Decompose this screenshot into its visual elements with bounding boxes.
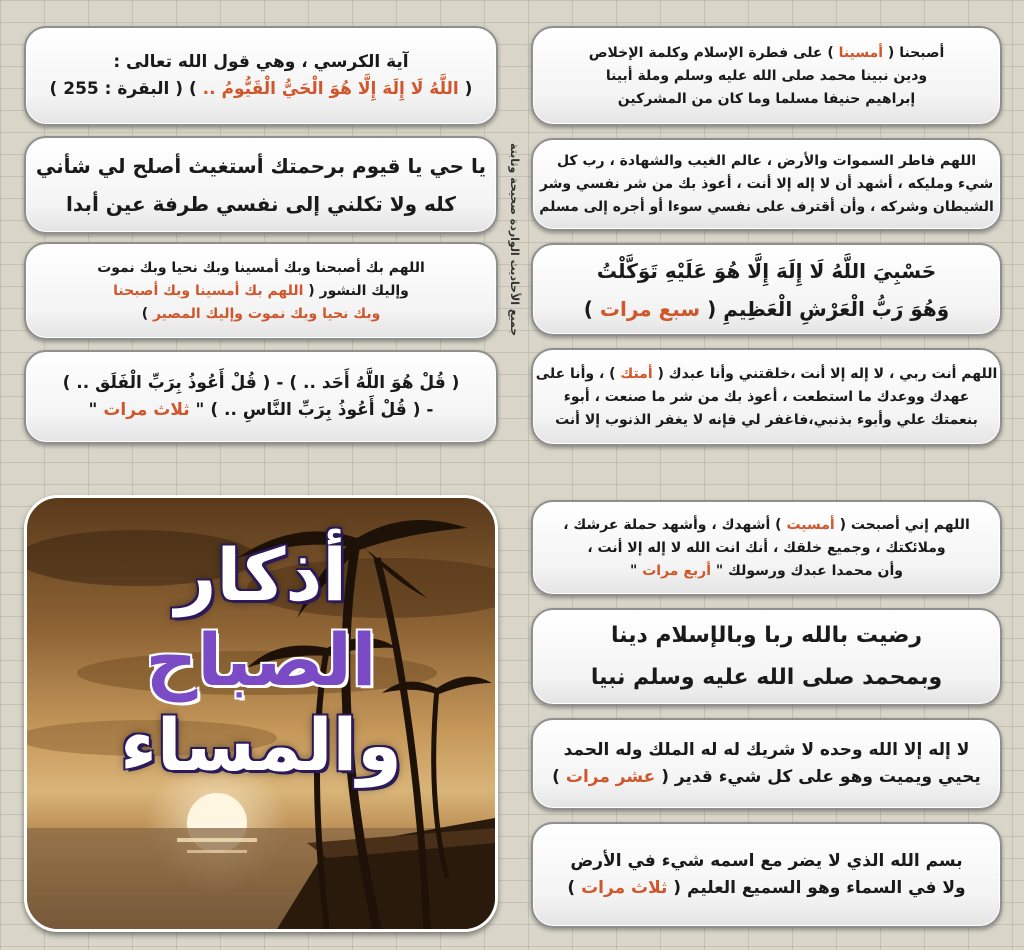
dhikr-line	[533, 290, 1000, 328]
dhikr-text: اللهم فاطر السموات والأرض ، عالم الغيب والشهادة ، رب كل	[556, 153, 977, 169]
dhikr-line	[26, 147, 496, 185]
dhikr-line	[533, 560, 1000, 583]
highlighted-text: أربع مرات	[642, 562, 711, 579]
dhikr-line	[533, 150, 1000, 173]
dhikr-card-hasbiyallah	[531, 243, 1002, 336]
dhikr-line	[533, 615, 1000, 657]
highlighted-text: أمتك	[620, 365, 653, 382]
dhikr-line	[533, 42, 1000, 65]
dhikr-text: ) على فطرة الإسلام وكلمة الإخلاص	[588, 44, 839, 61]
dhikr-card-fitrah	[531, 26, 1002, 126]
dhikr-line	[26, 185, 496, 223]
dhikr-text: وبمحمد صلى الله عليه وسلم نبيا	[590, 665, 943, 690]
dhikr-text: اللهم إني أصبحت (	[834, 516, 970, 533]
dhikr-text: ) ( البقرة : 255 )	[49, 79, 203, 99]
dhikr-text: عهدك ووعدك ما استطعت ، أعوذ بك من شر ما صنعت ، أبوء	[563, 388, 970, 405]
dhikr-text: أصبحنا (	[883, 44, 945, 61]
dhikr-text: )	[141, 305, 153, 322]
dhikr-line	[533, 409, 1000, 432]
dhikr-text: وإليك النشور (	[303, 282, 409, 299]
highlighted-text: اللَّهُ لَا إِلَهَ إِلَّا هُوَ الْحَيُّ الْقَيُّومُ ..	[202, 79, 459, 99]
dhikr-text: كله ولا تكلني إلى نفسي طرفة عين أبدا	[66, 192, 456, 216]
dhikr-line	[533, 363, 1000, 386]
dhikr-text: ( قُلْ هُوَ اللَّهُ أَحَد .. ) - ( قُلْ أَعُوذُ بِرَبِّ الْفَلَق .. )	[62, 373, 460, 393]
highlighted-text: اللهم بك أمسينا وبك أصبحنا	[113, 282, 304, 299]
dhikr-text: اللهم أنت ربي ، لا إله إلا أنت ،خلقتني وأنا عبدك (	[652, 365, 998, 382]
dhikr-text: وملائكتك ، وجميع خلقك ، أنك انت الله لا إله إلا أنت ،	[587, 539, 946, 556]
highlighted-text: أمسيت	[786, 516, 835, 533]
dhikr-text: الشيطان وشركه ، وأن أقترف على نفسي سوءا أو أجره إلى مسلم	[539, 199, 994, 215]
dhikr-text: بنعمتك علي وأبوء بذنبي،فاغفر لي فإنه لا يغفر الذنوب إلا أنت	[555, 411, 978, 428]
dhikr-line	[533, 65, 1000, 88]
authenticity-note: جميع الأحاديث الواردة صحيحة وثابتة	[508, 143, 521, 337]
dhikr-text: رضيت بالله ربا وبالإسلام دينا	[610, 623, 923, 648]
dhikr-text: بسم الله الذي لا يضر مع اسمه شيء في الأرض	[570, 851, 963, 871]
dhikr-text: )	[567, 878, 582, 898]
dhikr-line	[533, 252, 1000, 290]
highlighted-text: عشر مرات	[565, 767, 656, 787]
highlighted-text: ثلاث مرات	[103, 400, 190, 420]
dhikr-line	[26, 303, 496, 326]
dhikr-card-sayyid-istighfar	[531, 348, 1002, 446]
poster-title-evening: والمساء	[120, 703, 402, 787]
dhikr-text: إبراهيم حنيفا مسلما وما كان من المشركين	[617, 90, 916, 107]
dhikr-text: ودين نبينا محمد صلى الله عليه وسلم وملة أبينا	[605, 67, 928, 84]
dhikr-line	[533, 657, 1000, 699]
dhikr-card-ushhiduka	[531, 500, 1002, 596]
highlighted-text: وبك نحيا وبك نموت وإليك المصير	[152, 305, 381, 322]
dhikr-text: )	[583, 296, 600, 321]
dhikr-text: وأن محمدا عبدك ورسولك "	[711, 562, 903, 579]
dhikr-line	[533, 386, 1000, 409]
dhikr-line	[533, 88, 1000, 111]
dhikr-text: "	[630, 562, 643, 579]
dhikr-text: شيء ومليكه ، أشهد أن لا إله إلا أنت ، أعوذ بك من شر نفسي وشر	[539, 176, 994, 192]
dhikr-line	[533, 875, 1000, 902]
poster-title-morning: الصباح	[145, 618, 377, 702]
dhikr-card-ya-hayy	[24, 136, 498, 234]
dhikr-card-tahlil	[531, 718, 1002, 810]
dhikr-text: (	[458, 79, 473, 99]
dhikr-text: - ( قُلْ أَعُوذُ بِرَبِّ النَّاسِ .. ) "	[189, 400, 434, 420]
dhikr-card-fatir	[531, 138, 1002, 231]
dhikr-text: وَهُوَ رَبُّ الْعَرْشِ الْعَظِيمِ (	[700, 296, 950, 321]
dhikr-card-bismillah	[531, 822, 1002, 928]
dhikr-card-raditu	[531, 608, 1002, 706]
dhikr-text: اللهم بك أصبحنا وبك أمسينا وبك نحيا وبك نموت	[97, 259, 425, 276]
highlighted-text: سبع مرات	[599, 296, 701, 321]
dhikr-text: ) ، وأنا على	[535, 365, 621, 382]
dhikr-line	[26, 280, 496, 303]
dhikr-line	[533, 764, 1000, 791]
dhikr-line	[26, 257, 496, 280]
dhikr-line	[26, 76, 496, 103]
dhikr-text: يحيي ويميت وهو على كل شيء قدير (	[655, 767, 981, 787]
dhikr-line	[533, 514, 1000, 537]
dhikr-text: حَسْبِيَ اللَّهُ لَا إِلَهَ إِلَّا هُوَ عَلَيْهِ تَوَكَّلْتُ	[596, 258, 937, 283]
dhikr-line	[26, 397, 496, 424]
dhikr-line	[26, 370, 496, 397]
poster-title-adhkar: أذكار	[175, 533, 347, 617]
dhikr-card-muawwidhat	[24, 350, 498, 444]
highlighted-text: أمسينا	[838, 44, 884, 61]
dhikr-line	[533, 737, 1000, 764]
highlighted-text: ثلاث مرات	[581, 878, 668, 898]
dhikr-text: آية الكرسي ، وهي قول الله تعالى :	[113, 52, 409, 72]
dhikr-text: لا إله إلا الله وحده لا شريك له له الملك وله الحمد	[563, 740, 970, 760]
dhikr-text: "	[88, 400, 104, 420]
dhikr-text: ) أشهدك ، وأشهد حملة عرشك ،	[563, 516, 787, 533]
dhikr-text: ولا في السماء وهو السميع العليم (	[667, 878, 966, 898]
poster-image	[24, 495, 498, 932]
dhikr-card-allahumma-bika	[24, 242, 498, 340]
dhikr-line	[26, 49, 496, 76]
dhikr-line	[533, 848, 1000, 875]
dhikr-line	[533, 537, 1000, 560]
dhikr-card-ayat-kursi	[24, 26, 498, 126]
dhikr-line	[533, 196, 1000, 219]
dhikr-text: )	[552, 767, 566, 787]
dhikr-text: يا حي يا قيوم برحمتك أستغيث أصلح لي شأني	[35, 154, 487, 178]
dhikr-line	[533, 173, 1000, 196]
